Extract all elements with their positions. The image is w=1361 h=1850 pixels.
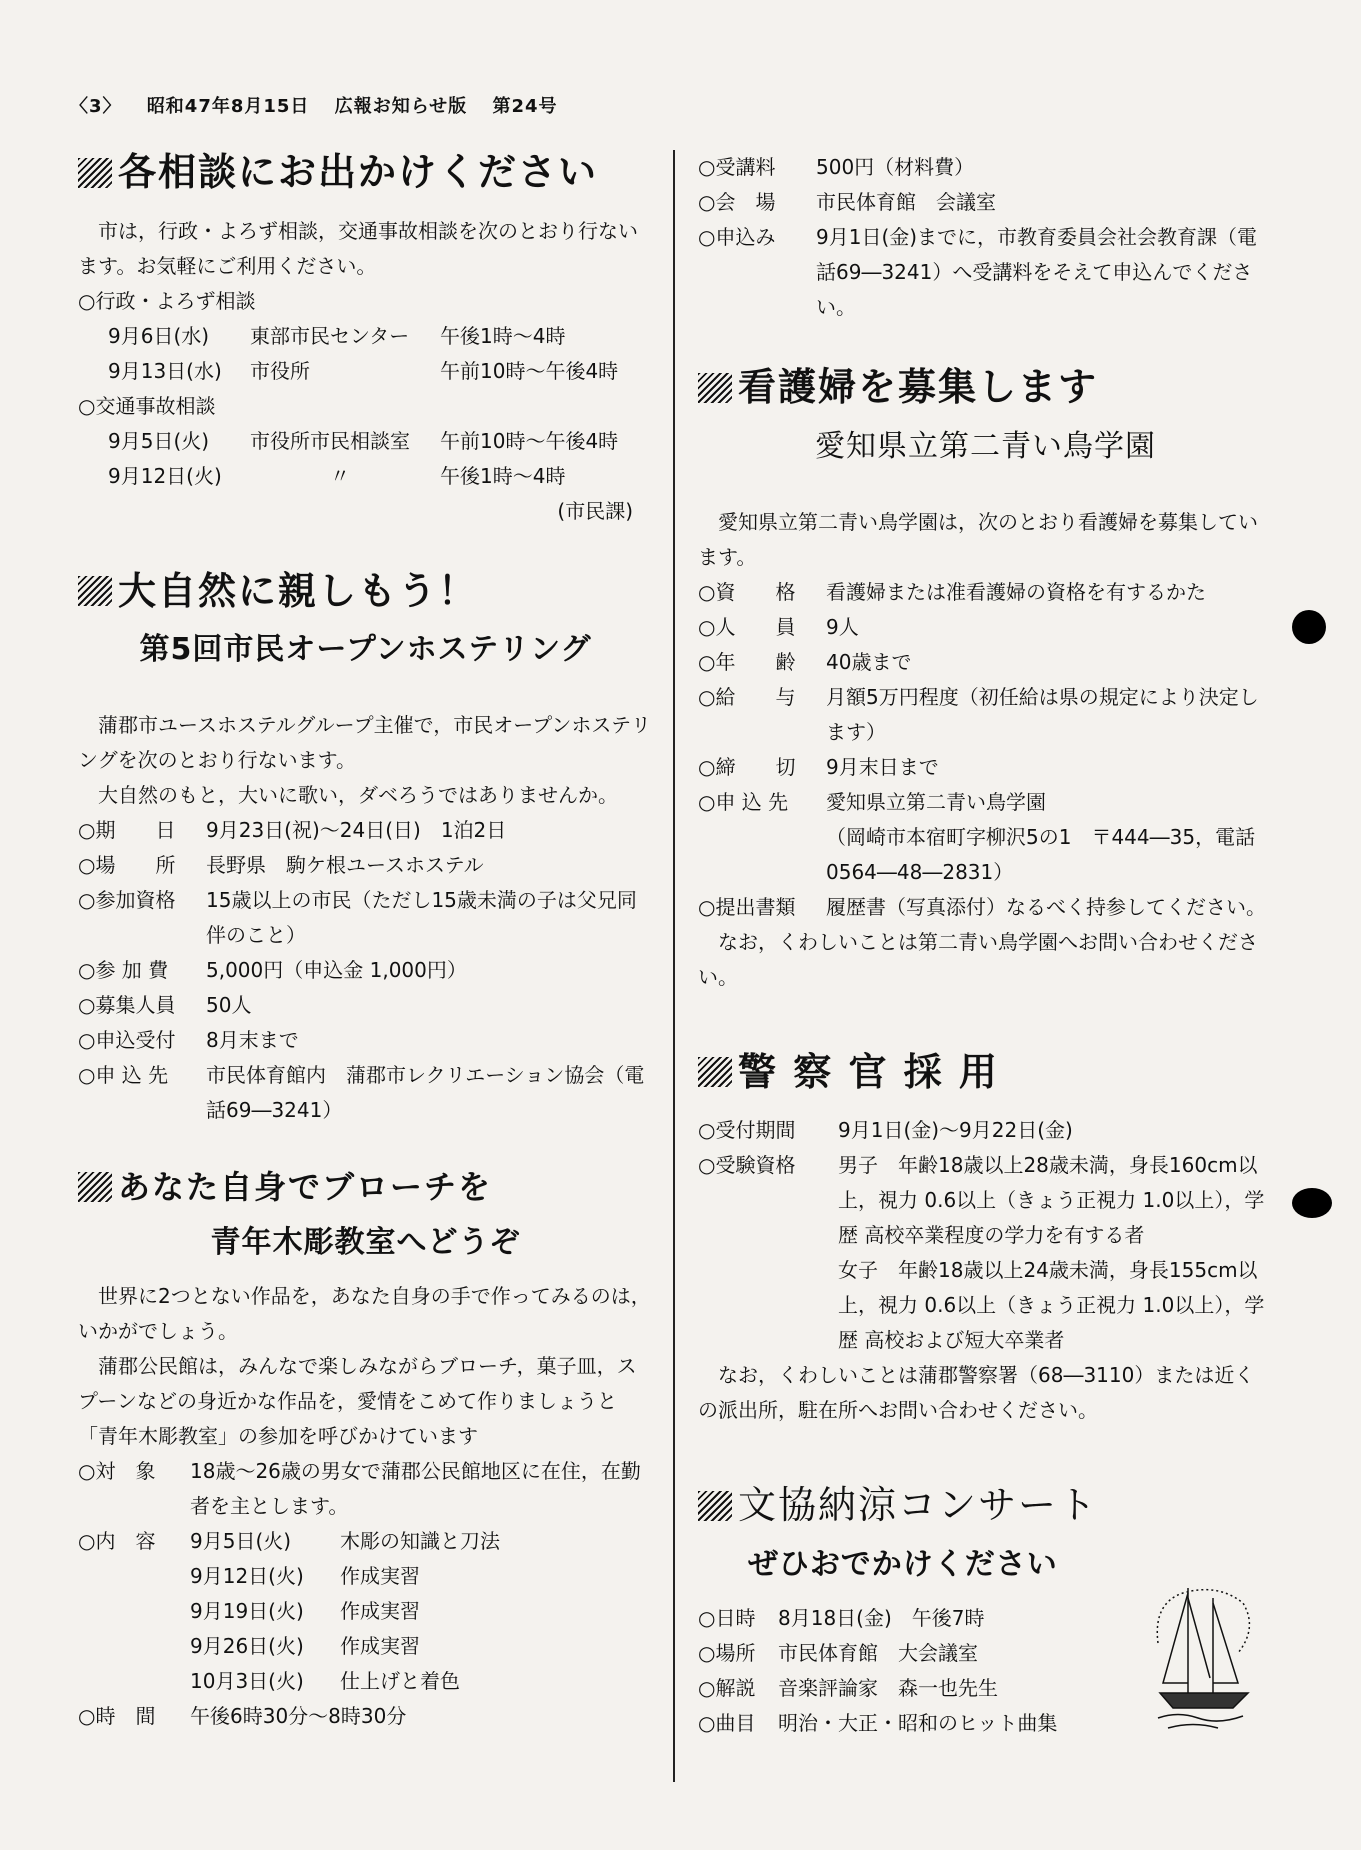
consult-section	[78, 150, 653, 529]
hostel-section	[78, 569, 653, 1129]
police-qual-female: 女子 年齢18歳以上24歳未満，身長155cm以上，視力 0.6以上（きょう正視力 1.0以上），学歴 高校および短大卒業者	[838, 1258, 1265, 1353]
police-heading: 警 察 官 採 用	[698, 1050, 1273, 1096]
right-column	[698, 150, 1273, 1741]
concert-item: ○場所 市民体育館 大会議室	[698, 1640, 978, 1665]
hostel-item: ○場 所 長野県 駒ケ根ユースホステル	[78, 853, 484, 878]
nurse-note: なお，くわしいことは第二青い鳥学園へお問い合わせください。	[698, 929, 1258, 989]
gyosei-entry: 9月13日(水) 市役所 午前10時～午後4時	[108, 358, 619, 383]
nurse-address: （岡崎市本宿町字柳沢5の1 〒444―35，電話0564―48―2831）	[826, 824, 1256, 884]
hostel-subheading: 第5回市民オープンホステリング	[139, 632, 592, 668]
schedule-row: 10月3日(火) 仕上げと着色	[190, 1668, 460, 1693]
nurse-docs: ○提出書類 履歴書（写真添付）なるべく持参してください。	[698, 894, 1266, 919]
hostel-item: ○募集人員 50人	[78, 993, 252, 1018]
brooch-apply: ○申込み 9月1日(金)までに，市教育委員会社会教育課（電話69―3241）へ受講料をそえて申込んでください。	[698, 225, 1258, 319]
consult-intro: 市は，行政・よろず相談，交通事故相談を次のとおり行ないます。お気軽にご利用ください。	[78, 218, 638, 278]
hostel-item: ○申込受付 8月末まで	[78, 1028, 299, 1053]
hatch-icon	[698, 373, 732, 403]
hatch-icon	[78, 576, 112, 606]
concert-item: ○曲目 明治・大正・昭和のヒット曲集	[698, 1710, 1058, 1735]
hostel-heading: 大自然に親しもう！	[78, 569, 653, 615]
nurse-item: ○給 与 月額5万円程度（初任給は県の規定により決定します）	[698, 684, 1259, 744]
gyosei-label: ○行政・よろず相談	[78, 288, 256, 313]
column-divider	[673, 150, 675, 1782]
nurse-subheading: 愛知県立第二青い鳥学園	[815, 428, 1156, 464]
brooch-section	[78, 1168, 653, 1733]
consult-dept: (市民課)	[557, 498, 633, 523]
brooch-continued	[698, 150, 1273, 325]
brooch-subheading: 青年木彫教室へどうぞ	[210, 1224, 521, 1260]
hostel-intro: 大自然のもと，大いに歌い，ダベろうではありませんか。	[98, 783, 618, 808]
binding-hole-mark	[1292, 1188, 1332, 1218]
sailboat-illustration	[1148, 1583, 1258, 1733]
brooch-fee: ○受講料 500円（材料費）	[698, 155, 975, 179]
schedule-row: 9月19日(火) 作成実習	[190, 1598, 420, 1623]
nurse-item: ○申 込 先 愛知県立第二青い鳥学園	[698, 789, 1046, 814]
hatch-icon	[78, 158, 112, 188]
nurse-item: ○資 格 看護婦または准看護婦の資格を有するかた	[698, 579, 1206, 604]
concert-item: ○解説 音楽評論家 森一也先生	[698, 1675, 998, 1700]
gyosei-entry: 9月6日(水) 東部市民センター 午後1時～4時	[108, 323, 566, 348]
brooch-content-label: ○内 容 9月5日(火) 木彫の知識と刀法	[78, 1528, 500, 1553]
hostel-intro: 蒲郡市ユースホステルグループ主催で，市民オープンホステリングを次のとおり行ないます。	[78, 713, 651, 773]
brooch-target: ○対 象 18歳～26歳の男女で蒲郡公民館地区に在住，在勤者を主とします。	[78, 1458, 641, 1518]
concert-subheading: ぜひおでかけください	[748, 1546, 1058, 1582]
issue-date: 昭和47年8月15日	[146, 96, 310, 117]
hostel-item: ○申 込 先 市民体育館内 蒲郡市レクリエーション協会（電話69―3241）	[78, 1063, 645, 1123]
nurse-item: ○人 員 9人	[698, 614, 859, 639]
police-note: なお，くわしいことは蒲郡警察署（68―3110）または近くの派出所，駐在所へお問い合わせください。	[698, 1363, 1255, 1423]
hostel-item: ○参加資格 15歳以上の市民（ただし15歳未満の子は父兄同伴のこと）	[78, 888, 637, 948]
left-column	[78, 150, 653, 1734]
brooch-time: ○時 間 午後6時30分～8時30分	[78, 1703, 407, 1728]
kotsu-entry: 9月12日(火) 〃 午後1時～4時	[108, 463, 566, 488]
schedule-row: 9月12日(火) 作成実習	[190, 1563, 420, 1588]
kotsu-entry: 9月5日(火) 市役所市民相談室 午前10時～午後4時	[108, 428, 619, 453]
police-qual-male: ○受験資格 男子 年齢18歳以上28歳未満，身長160cm以上，視力 0.6以上（きょう正視力 1.0以上），学歴 高校卒業程度の学力を有する者	[698, 1153, 1265, 1248]
kotsu-label: ○交通事故相談	[78, 393, 216, 418]
edition-name: 広報お知らせ版	[334, 96, 468, 117]
page-header	[70, 92, 576, 118]
nurse-heading: 看護婦を募集します	[698, 365, 1273, 411]
page-number: 〈3〉	[70, 96, 122, 117]
police-period: ○受付期間 9月1日(金)～9月22日(金)	[698, 1118, 1073, 1143]
hostel-item: ○期 日 9月23日(祝)～24日(日) 1泊2日	[78, 818, 507, 843]
binding-hole-mark	[1292, 610, 1326, 644]
nurse-section	[698, 365, 1273, 995]
hostel-item: ○参 加 費 5,000円（申込金 1,000円）	[78, 958, 467, 983]
hatch-icon	[698, 1057, 732, 1087]
police-section	[698, 1050, 1273, 1429]
issue-number: 第24号	[492, 96, 558, 117]
brooch-heading: あなた自身でブローチを	[78, 1168, 653, 1206]
nurse-item: ○年 齢 40歳まで	[698, 649, 912, 674]
brooch-venue: ○会 場 市民体育館 会議室	[698, 190, 996, 214]
concert-item: ○日時 8月18日(金) 午後7時	[698, 1605, 985, 1630]
schedule-row: 9月26日(火) 作成実習	[190, 1633, 420, 1658]
hatch-icon	[698, 1491, 732, 1521]
concert-heading: 文協納涼コンサート	[698, 1483, 1273, 1529]
brooch-intro: 世界に2つとない作品を，あなた自身の手で作ってみるのは，いかがでしょう。	[78, 1283, 651, 1343]
nurse-intro: 愛知県立第二青い鳥学園は，次のとおり看護婦を募集しています。	[698, 509, 1258, 569]
nurse-item: ○締 切 9月末日まで	[698, 754, 939, 779]
brooch-intro: 蒲郡公民館は，みんなで楽しみながらブローチ，菓子皿，スプーンなどの身近かな作品を，愛情をこめて作りましょうと「青年木彫教室」の参加を呼びかけています	[78, 1353, 637, 1448]
consult-heading: 各相談にお出かけください	[78, 150, 653, 196]
hatch-icon	[78, 1172, 112, 1202]
